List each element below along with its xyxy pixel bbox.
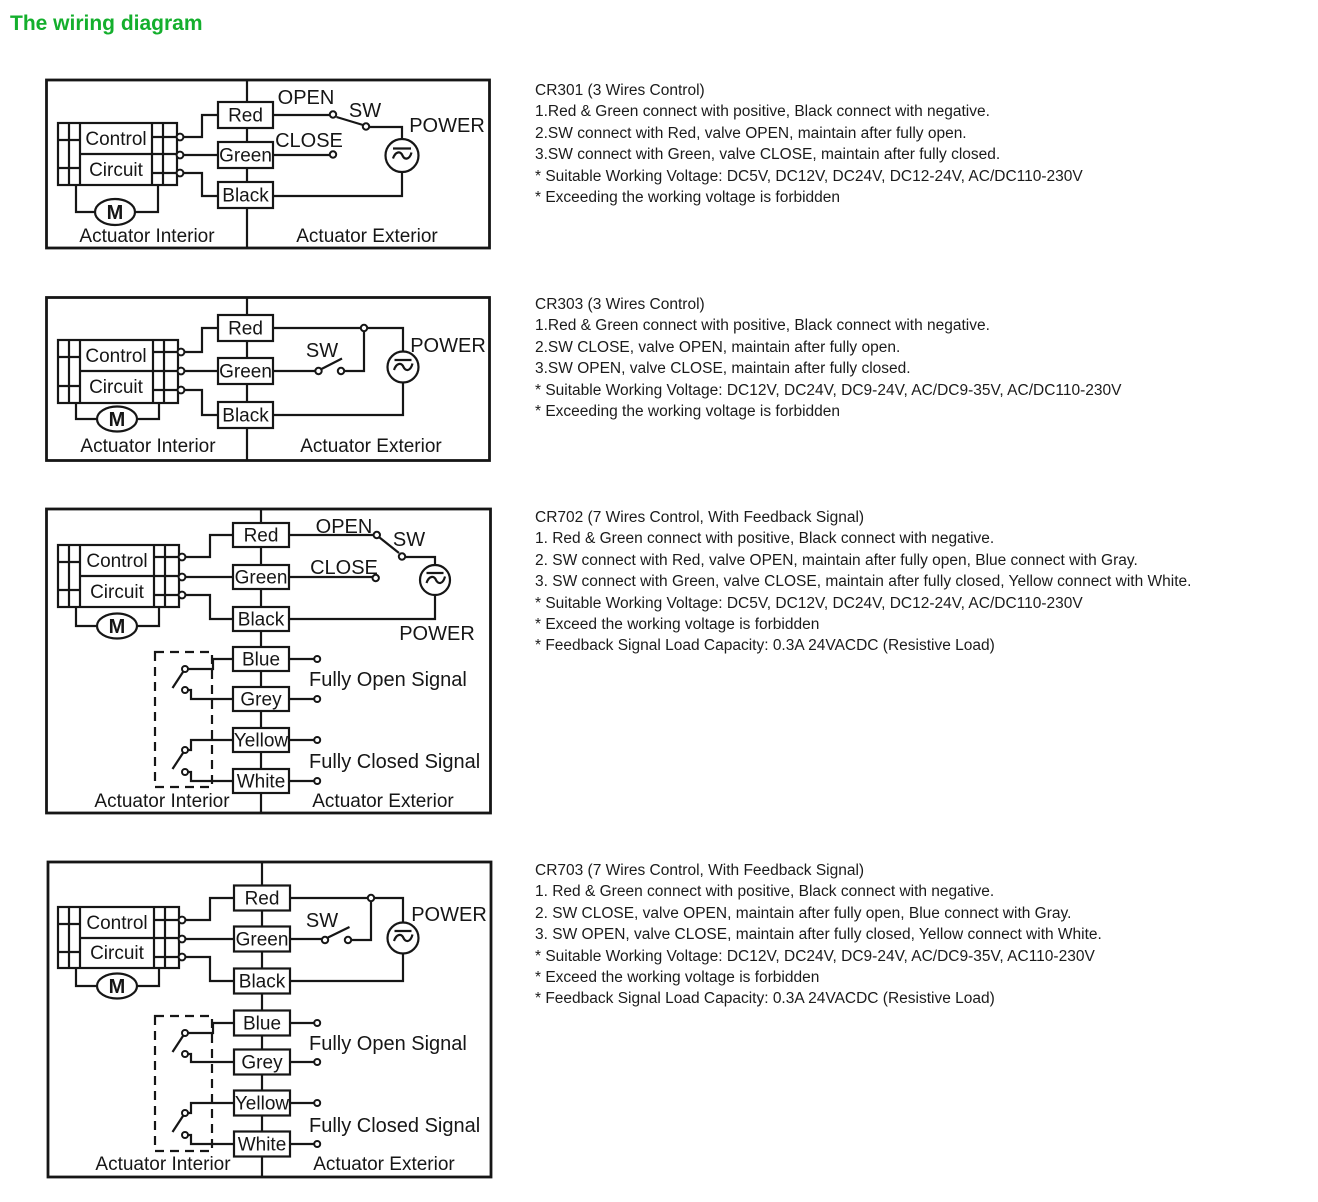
note-line: 3.SW OPEN, valve CLOSE, maintain after fully closed. [535, 360, 911, 378]
note-line: 1. Red & Green connect with positive, Black connect with negative. [535, 883, 995, 901]
black-wire-label: Black [222, 405, 269, 427]
control-label: Control [86, 551, 148, 572]
motor [76, 607, 159, 639]
note-line: 2. SW CLOSE, valve OPEN, maintain after fully open, Blue connect with Gray. [535, 904, 1072, 922]
wire-box-white [234, 1132, 290, 1157]
power-label: POWER [409, 115, 485, 137]
fully-open-limit-switch [173, 659, 234, 699]
open-label: OPEN [315, 516, 373, 538]
green-wire-label: Green [235, 929, 289, 951]
red-wire-label: Red [228, 318, 263, 340]
section-title: CR301 (3 Wires Control) [535, 82, 705, 99]
wire-box-grey [233, 687, 289, 711]
close-label: CLOSE [275, 130, 343, 152]
black-wire [273, 172, 402, 196]
note-line: 1.Red & Green connect with positive, Black connect with negative. [535, 103, 990, 121]
circuit-label: Circuit [90, 943, 144, 964]
note-line: * Feedback Signal Load Capacity: 0.3A 24VACDC (Resistive Load) [535, 637, 995, 655]
red-wire-label: Red [243, 525, 279, 547]
diagram-cr301 [40, 74, 500, 254]
note-line: 3.SW connect with Green, valve CLOSE, maintain after fully closed. [535, 146, 1001, 164]
note-line: * Suitable Working Voltage: DC12V, DC24V, DC9-24V, AC/DC9-35V, AC/DC110-230V [535, 381, 1122, 399]
power-label: POWER [399, 623, 475, 645]
actuator-exterior-label: Actuator Exterior [300, 436, 442, 457]
wire-box-green [233, 565, 289, 589]
diagram-cr303 [40, 292, 500, 467]
power-source [420, 565, 450, 595]
notes-cr702 [535, 507, 1191, 657]
fully-closed-limit-switch [173, 740, 234, 781]
wire-box-red [233, 523, 289, 547]
green-wire-label: Green [234, 567, 288, 589]
terminal-wires [183, 115, 218, 196]
fully-closed-signal-label: Fully Closed Signal [309, 1115, 481, 1137]
wire-box-black [234, 969, 290, 994]
diagram-cr702 [40, 503, 500, 819]
blue-wire-label: Blue [241, 649, 281, 671]
circuit-label: Circuit [89, 160, 143, 181]
control-circuit-block [58, 907, 185, 968]
wire-box-red [218, 315, 273, 341]
note-line: * Exceed the working voltage is forbidden [535, 969, 820, 987]
white-wire-label: White [237, 1134, 287, 1156]
actuator-exterior-label: Actuator Exterior [312, 791, 454, 812]
yellow-wire-label: Yellow [233, 730, 289, 752]
wire-box-green [234, 927, 290, 952]
actuator-exterior-label: Actuator Exterior [313, 1154, 455, 1175]
section-title: CR702 (7 Wires Control, With Feedback Signal) [535, 509, 865, 526]
black-wire-label: Black [222, 185, 269, 207]
grey-wire-label: Grey [240, 689, 282, 711]
note-line: * Exceeding the working voltage is forbidden [535, 189, 841, 207]
wire-box-green [218, 142, 273, 168]
control-circuit-block [58, 123, 183, 185]
motor [76, 403, 159, 432]
close-label: CLOSE [310, 557, 378, 579]
control-label: Control [85, 346, 147, 367]
blue-wire-label: Blue [242, 1013, 282, 1035]
circuit-label: Circuit [90, 582, 144, 603]
wire-box-white [233, 769, 289, 793]
sw-label: SW [305, 340, 339, 362]
note-line: 2.SW CLOSE, valve OPEN, maintain after fully open. [535, 338, 901, 356]
motor [76, 968, 159, 999]
terminal-wires [184, 328, 218, 415]
note-line: * Suitable Working Voltage: DC12V, DC24V, DC9-24V, AC/DC9-35V, AC110-230V [535, 947, 1095, 965]
power-source [388, 923, 419, 954]
wire-box-black [218, 402, 273, 428]
red-wire-label: Red [244, 888, 280, 910]
fully-closed-signal-label: Fully Closed Signal [309, 751, 481, 773]
motor-label: M [108, 409, 126, 431]
fully-open-signal-label: Fully Open Signal [309, 1033, 467, 1055]
sw-label: SW [305, 910, 339, 932]
black-wire-label: Black [238, 971, 286, 993]
control-label: Control [86, 913, 148, 934]
green-wire-label: Green [219, 145, 272, 167]
wire-box-yellow [233, 728, 289, 752]
page-title: The wiring diagram [10, 12, 203, 35]
black-wire [289, 595, 435, 619]
note-line: 3. SW OPEN, valve CLOSE, maintain after fully closed, Yellow connect with White. [535, 926, 1102, 944]
motor-label: M [106, 202, 124, 224]
motor-label: M [108, 976, 126, 998]
control-circuit-block [58, 340, 184, 403]
actuator-interior-label: Actuator Interior [94, 791, 230, 812]
actuator-interior-label: Actuator Interior [79, 226, 215, 247]
fully-open-signal-label: Fully Open Signal [309, 669, 467, 691]
power-source [386, 139, 419, 172]
red-wire-label: Red [228, 105, 263, 127]
black-wire [273, 383, 403, 416]
note-line: * Suitable Working Voltage: DC5V, DC12V, DC24V, DC12-24V, AC/DC110-230V [535, 594, 1083, 612]
note-line: 3. SW connect with Green, valve CLOSE, maintain after fully closed, Yellow connect with White. [535, 573, 1192, 591]
note-line: * Feedback Signal Load Capacity: 0.3A 24VACDC (Resistive Load) [535, 990, 995, 1008]
wire-box-blue [233, 647, 289, 671]
notes-cr301 [535, 80, 1083, 208]
control-label: Control [85, 129, 147, 150]
fully-closed-limit-switch [173, 1103, 235, 1144]
grey-wire-label: Grey [241, 1052, 283, 1074]
section-title: CR703 (7 Wires Control, With Feedback Signal) [535, 862, 865, 879]
terminal-wires [185, 535, 233, 619]
note-line: * Suitable Working Voltage: DC5V, DC12V, DC24V, DC12-24V, AC/DC110-230V [535, 167, 1083, 185]
wire-box-red [234, 886, 290, 911]
circuit-label: Circuit [89, 377, 143, 398]
note-line: 1. Red & Green connect with positive, Black connect with negative. [535, 530, 995, 548]
yellow-wire-label: Yellow [234, 1093, 290, 1115]
note-line: * Exceed the working voltage is forbidden [535, 616, 820, 634]
open-label: OPEN [277, 87, 335, 109]
notes-cr303 [535, 294, 1121, 422]
diagram-cr703 [40, 857, 500, 1183]
power-label: POWER [411, 904, 487, 926]
sw-label: SW [348, 100, 382, 122]
actuator-interior-label: Actuator Interior [80, 436, 216, 457]
note-line: 2. SW connect with Red, valve OPEN, maintain after fully open, Blue connect with Gray. [535, 551, 1138, 569]
note-line: * Exceeding the working voltage is forbidden [535, 403, 841, 421]
note-line: 2.SW connect with Red, valve OPEN, maintain after fully open. [535, 124, 967, 142]
wire-box-yellow [234, 1091, 290, 1116]
wire-box-black [233, 607, 289, 631]
fully-open-limit-switch [173, 1023, 235, 1062]
black-wire-label: Black [237, 609, 285, 631]
section-title: CR303 (3 Wires Control) [535, 296, 705, 313]
actuator-interior-label: Actuator Interior [95, 1154, 231, 1175]
sw-label: SW [392, 529, 426, 551]
wire-box-grey [234, 1050, 290, 1075]
motor [76, 185, 158, 225]
power-label: POWER [410, 335, 486, 357]
white-wire-label: White [236, 771, 286, 793]
motor-label: M [108, 616, 126, 638]
black-wire [290, 954, 403, 982]
green-wire-label: Green [219, 361, 272, 383]
actuator-exterior-label: Actuator Exterior [296, 226, 438, 247]
wire-box-blue [234, 1011, 290, 1036]
control-circuit-block [58, 545, 185, 607]
junction-node [368, 895, 374, 901]
wire-box-red [218, 102, 273, 128]
notes-cr703 [535, 860, 1102, 1010]
terminal-wires [185, 898, 234, 981]
wire-box-black [218, 182, 273, 208]
junction-node [361, 325, 367, 331]
wire-box-green [218, 358, 273, 384]
note-line: 1.Red & Green connect with positive, Black connect with negative. [535, 317, 990, 335]
